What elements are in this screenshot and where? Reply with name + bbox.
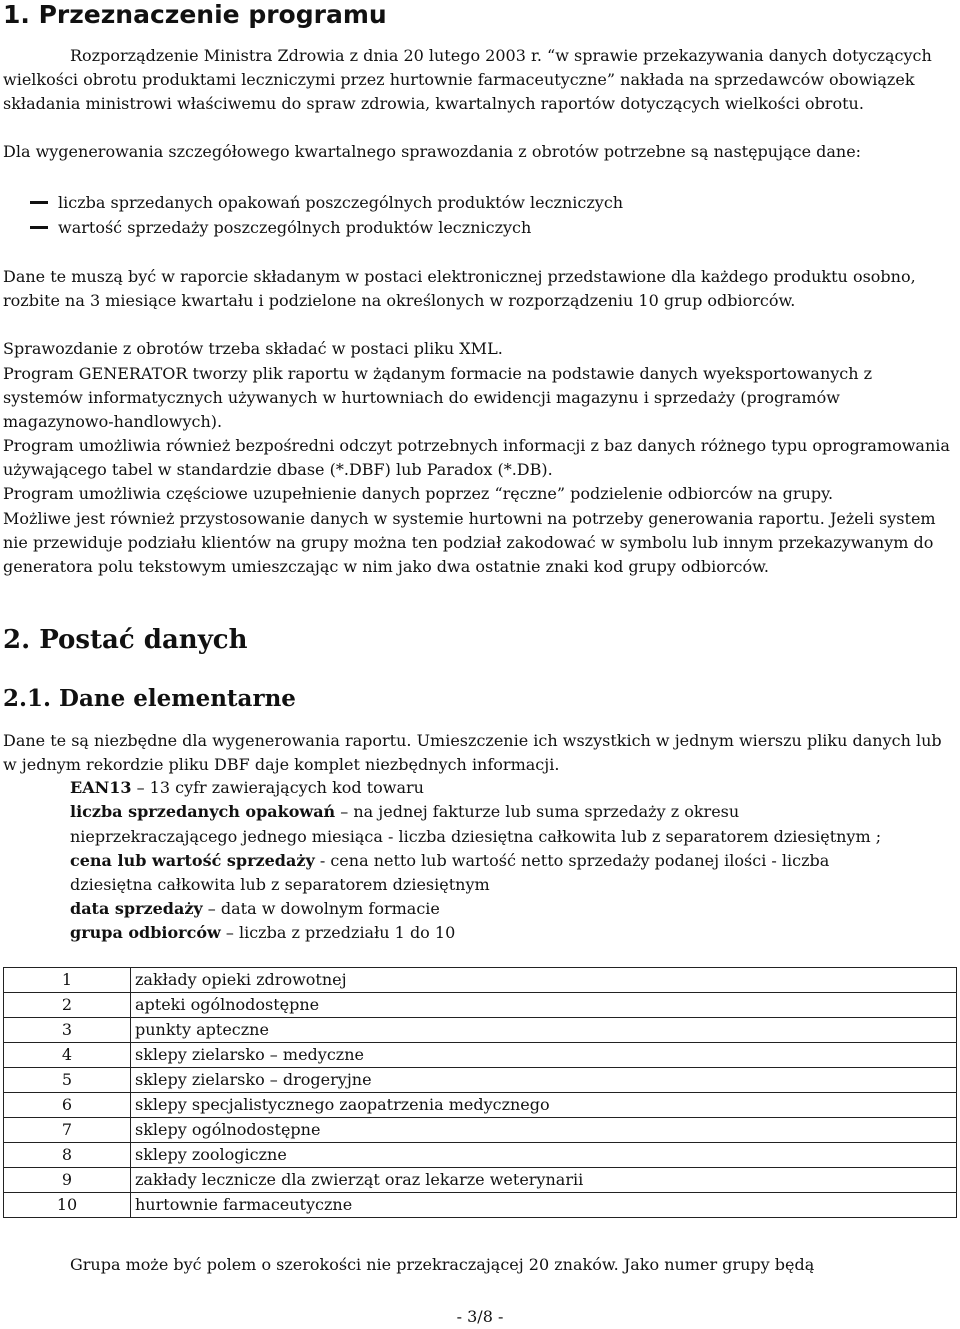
group-number: 3 bbox=[4, 1018, 131, 1043]
generator-paragraph: Program GENERATOR tworzy plik raportu w żądanym formacie na podstawie danych wyeksportowanych z systemów informatycznych używanych w hurtowniach do ewidencji magazynu i sprzedaży (programów magazynowo-handlowych). bbox=[3, 364, 873, 431]
group-number: 5 bbox=[4, 1068, 131, 1093]
group-name: hurtownie farmaceutyczne bbox=[131, 1193, 957, 1218]
direct-read-paragraph: Program umożliwia również bezpośredni odczyt potrzebnych informacji z baz danych różnego typu oprogramowania używającego tabel w standardzie dbase (*.DBF) lub Paradox (*.DB). bbox=[3, 436, 950, 479]
group-name: sklepy specjalistycznego zaopatrzenia medycznego bbox=[131, 1093, 957, 1118]
subsection-heading: 2.1. Dane elementarne bbox=[3, 685, 296, 712]
group-name: sklepy zoologiczne bbox=[131, 1143, 957, 1168]
field-ean13: EAN13 – 13 cyfr zawierających kod towaru bbox=[70, 778, 424, 797]
table-row bbox=[4, 1118, 957, 1143]
group-number: 1 bbox=[4, 968, 131, 993]
customer-groups-table bbox=[3, 967, 957, 1218]
field-price: cena lub wartość sprzedaży - cena netto lub wartość netto sprzedaży podanej ilości - liczba bbox=[70, 851, 830, 870]
field-sale-date: data sprzedaży – data w dowolnym formacie bbox=[70, 899, 440, 918]
field-package-count-cont: nieprzekraczającego jednego miesiąca - liczba dziesiętna całkowita lub z separatorem dziesiętnym ; bbox=[70, 827, 882, 846]
field-package-count: liczba sprzedanych opakowań – na jednej fakturze lub suma sprzedaży z okresu bbox=[70, 802, 740, 821]
table-row bbox=[4, 1093, 957, 1118]
table-row bbox=[4, 1018, 957, 1043]
bullet-item: liczba sprzedanych opakowań poszczególnych produktów leczniczych bbox=[30, 191, 623, 215]
group-name: sklepy zielarsko – medyczne bbox=[131, 1043, 957, 1068]
group-name: punkty apteczne bbox=[131, 1018, 957, 1043]
group-number: 7 bbox=[4, 1118, 131, 1143]
section-heading-2: 2. Postać danych bbox=[3, 625, 248, 655]
trailing-paragraph: Grupa może być polem o szerokości nie przekraczającej 20 znaków. Jako numer grupy będą bbox=[70, 1255, 815, 1274]
table-row bbox=[4, 1193, 957, 1218]
field-customer-group: grupa odbiorców – liczba z przedziału 1 do 10 bbox=[70, 923, 456, 942]
data-format-paragraph: Dane te muszą być w raporcie składanym w postaci elektronicznej przedstawione dla każdego produktu osobno, rozbite na 3 miesiące kwartału i podzielone na określonych w rozporządzeniu 10 grup odbiorców. bbox=[3, 267, 916, 310]
group-number: 9 bbox=[4, 1168, 131, 1193]
table-row bbox=[4, 968, 957, 993]
group-name: sklepy ogólnodostępne bbox=[131, 1118, 957, 1143]
group-number: 4 bbox=[4, 1043, 131, 1068]
group-name: zakłady lecznicze dla zwierząt oraz lekarze weterynarii bbox=[131, 1168, 957, 1193]
field-price-cont: dziesiętna całkowita lub z separatorem dziesiętnym bbox=[70, 875, 490, 894]
group-number: 10 bbox=[4, 1193, 131, 1218]
table-row bbox=[4, 1043, 957, 1068]
xml-paragraph: Sprawozdanie z obrotów trzeba składać w postaci pliku XML. bbox=[3, 339, 503, 358]
group-name: sklepy zielarsko – drogeryjne bbox=[131, 1068, 957, 1093]
dash-bullet-icon bbox=[30, 226, 48, 229]
group-number: 8 bbox=[4, 1143, 131, 1168]
page-number: - 3/8 - bbox=[456, 1307, 504, 1326]
table-row bbox=[4, 993, 957, 1018]
intro-paragraph: Rozporządzenie Ministra Zdrowia z dnia 20 lutego 2003 r. “w sprawie przekazywania danych dotyczących wielkości obrotu produktami leczniczymi przez hurtownie farmaceutyczne” nakłada na sprzedawców obowiązek składania ministrowi właściwemu do spraw zdrowia, kwartalnych raportów dotyczących wielkości obrotu. bbox=[3, 46, 932, 113]
required-data-intro: Dla wygenerowania szczegółowego kwartalnego sprawozdania z obrotów potrzebne są następujące dane: bbox=[3, 142, 862, 161]
group-name: apteki ogólnodostępne bbox=[131, 993, 957, 1018]
section-heading-1: 1. Przeznaczenie programu bbox=[3, 0, 387, 29]
group-name: zakłady opieki zdrowotnej bbox=[131, 968, 957, 993]
table-row bbox=[4, 1068, 957, 1093]
dash-bullet-icon bbox=[30, 201, 48, 204]
group-number: 6 bbox=[4, 1093, 131, 1118]
table-row bbox=[4, 1143, 957, 1168]
group-number: 2 bbox=[4, 993, 131, 1018]
elementary-data-intro: Dane te są niezbędne dla wygenerowania raportu. Umieszczenie ich wszystkich w jednym wierszu pliku danych lub w jednym rekordzie pliku DBF daje komplet niezbędnych informacji. bbox=[3, 731, 942, 774]
adaptation-paragraph: Możliwe jest również przystosowanie danych w systemie hurtowni na potrzeby generowania raportu. Jeżeli system nie przewiduje podziału klientów na grupy można ten podział zakodować w symbolu lub innym przekazywanym do generatora polu tekstowym umieszczając w nim jako dwa ostatnie znaki kod grupy odbiorców. bbox=[3, 509, 936, 576]
bullet-item: wartość sprzedaży poszczególnych produktów leczniczych bbox=[30, 216, 531, 240]
table-row bbox=[4, 1168, 957, 1193]
partial-fill-paragraph: Program umożliwia częściowe uzupełnienie danych poprzez “ręczne” podzielenie odbiorców na grupy. bbox=[3, 484, 834, 503]
